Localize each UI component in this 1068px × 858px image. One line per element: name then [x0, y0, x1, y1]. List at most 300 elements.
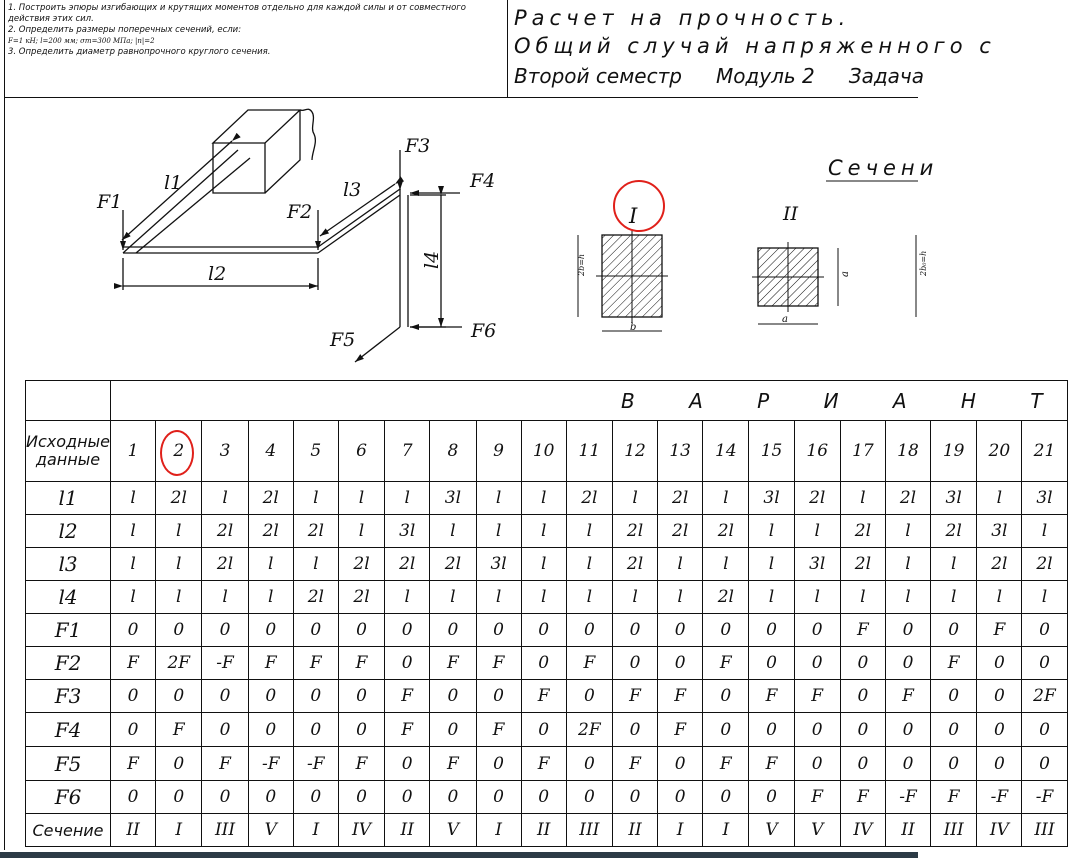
table-cell: -F [885, 781, 930, 814]
table-cell: 0 [840, 713, 885, 747]
table-cell: 0 [338, 680, 384, 713]
variant-number: 4 [248, 421, 293, 482]
section-iii-height-dim: 2b₀=h [919, 250, 928, 276]
table-cell: 0 [840, 747, 885, 781]
table-row [26, 581, 1068, 614]
table-cell: F [794, 680, 840, 713]
table-cell: l [156, 515, 202, 548]
table-cell: l [840, 581, 885, 614]
table-cell: l [385, 482, 430, 515]
table-cell: 0 [293, 680, 338, 713]
variant-number: 16 [794, 421, 840, 482]
table-cell: 2l [338, 548, 384, 581]
table-cell: 0 [202, 713, 248, 747]
table-cell: 0 [338, 781, 384, 814]
table-cell: 2l [703, 515, 749, 548]
table-cell: 0 [156, 614, 202, 647]
table-cell: 0 [885, 614, 930, 647]
table-cell: 0 [430, 680, 476, 713]
table-cell: 0 [338, 614, 384, 647]
row-label: l3 [26, 548, 111, 581]
table-row [26, 548, 1068, 581]
label-f6: F6 [471, 320, 497, 342]
table-cell: 2l [840, 548, 885, 581]
section-cell: III [1022, 814, 1067, 847]
table-cell: l [430, 581, 476, 614]
task-2: 2. Определить размеры поперечных сечений, если: [8, 25, 242, 35]
table-cell: l [840, 482, 885, 515]
section-cell: II [613, 814, 658, 847]
table-cell: 0 [840, 680, 885, 713]
variant-number: 8 [430, 421, 476, 482]
section-ii-height-dim: a [840, 271, 851, 277]
table-cell: 2l [156, 482, 202, 515]
table-cell: F [293, 647, 338, 680]
table-cell: 0 [931, 680, 977, 713]
table-cell: -F [293, 747, 338, 781]
table-cell: 0 [430, 614, 476, 647]
row-label: l4 [26, 581, 111, 614]
table-cell: 0 [749, 647, 794, 680]
section-cell: I [703, 814, 749, 847]
variant-number: 20 [977, 421, 1022, 482]
table-cell: 0 [566, 781, 612, 814]
table-cell: F [931, 647, 977, 680]
table-row [26, 515, 1068, 548]
table-cell: l [931, 581, 977, 614]
table-cell: 3l [931, 482, 977, 515]
section-cell: III [566, 814, 612, 847]
label-f3: F3 [405, 135, 431, 157]
section-i-label: I [629, 204, 638, 228]
table-cell: 2l [658, 482, 703, 515]
table-cell: l [293, 548, 338, 581]
table-cell: 0 [385, 614, 430, 647]
table-cell: 0 [202, 680, 248, 713]
table-cell: 0 [156, 781, 202, 814]
table-cell: 0 [658, 781, 703, 814]
table-cell: 0 [613, 614, 658, 647]
table-cell: 0 [749, 781, 794, 814]
section-i-height-dim: 2b=h [577, 253, 586, 276]
table-cell: 0 [293, 781, 338, 814]
table-cell: l [1022, 515, 1067, 548]
table-cell: l [385, 581, 430, 614]
title-line-1: Расчет на прочность. [514, 6, 851, 30]
table-cell: 2l [885, 482, 930, 515]
table-cell: 0 [476, 781, 521, 814]
table-cell: 0 [385, 647, 430, 680]
label-f2: F2 [287, 201, 313, 223]
label-f4: F4 [470, 170, 496, 192]
table-cell: l [794, 515, 840, 548]
section-i-width-dim: b [630, 322, 637, 333]
table-cell: 2l [703, 581, 749, 614]
section-ii-width-dim: a [782, 314, 788, 325]
table-cell: 0 [931, 713, 977, 747]
table-cell: l [202, 482, 248, 515]
table-row [26, 781, 1068, 814]
table-cell: l [156, 581, 202, 614]
variant-header: В А Р И А Н Т [111, 381, 1068, 421]
variant-number: 17 [840, 421, 885, 482]
table-cell: 3l [476, 548, 521, 581]
variant-number: 21 [1022, 421, 1067, 482]
table-cell: 0 [521, 614, 566, 647]
sections-title: Сечени [828, 156, 939, 180]
table-cell: l [749, 548, 794, 581]
table-cell: 2l [385, 548, 430, 581]
table-cell: F [476, 647, 521, 680]
table-cell: 0 [111, 680, 156, 713]
table-cell: 0 [703, 614, 749, 647]
corner-label: Исходные данные [26, 421, 111, 482]
table-cell: 2l [658, 515, 703, 548]
variant-number: 2 [156, 421, 202, 482]
task-1: 1. Построить эпюры изгибающих и крутящих моментов отдельно для каждой силы и от совместного действия этих сил. [8, 3, 466, 24]
table-cell: 0 [613, 781, 658, 814]
table-cell: 2l [430, 548, 476, 581]
table-cell: 0 [385, 781, 430, 814]
table-cell: F [794, 781, 840, 814]
table-cell: l [476, 482, 521, 515]
table-cell: F [476, 713, 521, 747]
table-cell: F [202, 747, 248, 781]
table-cell: l [658, 548, 703, 581]
table-cell: 3l [385, 515, 430, 548]
annotation-circle-variant-2 [160, 430, 194, 476]
table-cell: l [566, 548, 612, 581]
table-cell: l [566, 581, 612, 614]
table-cell: 2l [293, 515, 338, 548]
table-cell: F [248, 647, 293, 680]
table-cell: F [385, 680, 430, 713]
table-cell: 2l [202, 515, 248, 548]
annotation-circle-section-i [613, 180, 665, 232]
table-cell: l [521, 581, 566, 614]
table-cell: 0 [613, 713, 658, 747]
table-cell: l [703, 548, 749, 581]
variant-number: 7 [385, 421, 430, 482]
table-cell: F [430, 647, 476, 680]
table-cell: F [613, 680, 658, 713]
table-cell: l [476, 515, 521, 548]
table-cell: 0 [248, 614, 293, 647]
row-label: F1 [26, 614, 111, 647]
variant-number: 14 [703, 421, 749, 482]
table-cell: l [1022, 581, 1067, 614]
table-cell: 0 [156, 747, 202, 781]
table-cell: 2l [293, 581, 338, 614]
section-cell: V [794, 814, 840, 847]
table-cell: l [202, 581, 248, 614]
table-cell: 0 [476, 614, 521, 647]
table-cell: 2F [1022, 680, 1067, 713]
variant-number: 12 [613, 421, 658, 482]
table-cell: -F [202, 647, 248, 680]
table-cell: 0 [293, 614, 338, 647]
variant-number: 9 [476, 421, 521, 482]
table-cell: F [566, 647, 612, 680]
table-cell: 0 [430, 713, 476, 747]
table-cell: F [931, 781, 977, 814]
table-cell: 0 [156, 680, 202, 713]
table-cell: 2l [248, 515, 293, 548]
table-cell: 0 [658, 747, 703, 781]
table-cell: l [338, 482, 384, 515]
table-cell: 0 [248, 781, 293, 814]
table-cell: F [156, 713, 202, 747]
table-cell: l [885, 581, 930, 614]
variant-number: 18 [885, 421, 930, 482]
table-cell: l [613, 581, 658, 614]
table-row [26, 614, 1068, 647]
table-row [26, 482, 1068, 515]
label-f5: F5 [330, 329, 356, 351]
variant-number: 5 [293, 421, 338, 482]
table-cell: 2l [613, 515, 658, 548]
table-cell: l [658, 581, 703, 614]
table-cell: 0 [521, 647, 566, 680]
variant-number: 10 [521, 421, 566, 482]
section-cell: III [931, 814, 977, 847]
table-cell: F [111, 647, 156, 680]
table-cell: F [613, 747, 658, 781]
table-cell: 0 [794, 747, 840, 781]
variant-number: 1 [111, 421, 156, 482]
table-cell: 0 [977, 747, 1022, 781]
row-label: l2 [26, 515, 111, 548]
table-cell: 0 [111, 614, 156, 647]
table-cell: l [885, 515, 930, 548]
table-cell: -F [248, 747, 293, 781]
label-l1: l1 [164, 172, 183, 194]
table-cell: 0 [338, 713, 384, 747]
table-cell: l [111, 482, 156, 515]
table-cell: l [248, 548, 293, 581]
table-cell: F [385, 713, 430, 747]
table-cell: l [430, 515, 476, 548]
table-cell: 3l [977, 515, 1022, 548]
table-cell: l [931, 548, 977, 581]
table-cell: 2l [794, 482, 840, 515]
table-cell: l [749, 515, 794, 548]
table-cell: F [521, 680, 566, 713]
section-cell: IV [977, 814, 1022, 847]
table-cell: 0 [293, 713, 338, 747]
table-cell: F [840, 781, 885, 814]
table-cell: F [749, 680, 794, 713]
header-vertical-divider [507, 0, 508, 97]
section-row-label: Сечение [26, 814, 111, 847]
table-cell: 2l [202, 548, 248, 581]
task-3: 3. Определить диаметр равнопрочного круглого сечения. [8, 47, 271, 57]
table-cell: 2F [566, 713, 612, 747]
table-cell: l [338, 515, 384, 548]
table-cell: l [566, 515, 612, 548]
table-cell: -F [1022, 781, 1067, 814]
row-label: F4 [26, 713, 111, 747]
table-cell: 0 [794, 614, 840, 647]
task-notes [8, 3, 503, 58]
section-cell: I [476, 814, 521, 847]
table-cell: 2l [566, 482, 612, 515]
table-cell: 3l [749, 482, 794, 515]
table-cell: 0 [703, 713, 749, 747]
table-cell: F [658, 680, 703, 713]
table-cell: F [338, 747, 384, 781]
module-label: Модуль 2 [715, 64, 815, 88]
section-row [26, 814, 1068, 847]
title-line-3 [514, 64, 958, 88]
table-cell: l [248, 581, 293, 614]
table-cell: 0 [521, 713, 566, 747]
label-f1: F1 [97, 191, 123, 213]
table-cell: l [111, 515, 156, 548]
table-cell: 0 [1022, 647, 1067, 680]
table-cell: 2l [931, 515, 977, 548]
table-cell: 0 [931, 614, 977, 647]
table-cell: F [703, 647, 749, 680]
table-cell: 3l [1022, 482, 1067, 515]
table-cell: 0 [794, 647, 840, 680]
label-l4: l4 [421, 250, 443, 269]
table-cell: 0 [977, 713, 1022, 747]
table-cell: 0 [885, 647, 930, 680]
table-cell: 0 [794, 713, 840, 747]
section-cell: I [293, 814, 338, 847]
table-cell: 0 [1022, 713, 1067, 747]
table-cell: 0 [703, 680, 749, 713]
table-cell: 0 [248, 680, 293, 713]
table-cell: 2l [840, 515, 885, 548]
table-cell: 0 [476, 680, 521, 713]
table-cell: 2l [338, 581, 384, 614]
section-cell: I [658, 814, 703, 847]
task-label: Задача [848, 64, 924, 88]
table-cell: F [338, 647, 384, 680]
table-row [26, 747, 1068, 781]
variant-number: 11 [566, 421, 612, 482]
variant-number: 13 [658, 421, 703, 482]
section-cell: IV [338, 814, 384, 847]
table-cell: l [977, 581, 1022, 614]
table-cell: 0 [202, 781, 248, 814]
row-label: F5 [26, 747, 111, 781]
table-cell: F [703, 747, 749, 781]
table-cell: 0 [111, 781, 156, 814]
variant-number: 15 [749, 421, 794, 482]
table-cell: l [613, 482, 658, 515]
section-cell: II [521, 814, 566, 847]
table-cell: 2F [156, 647, 202, 680]
table-cell: 0 [885, 713, 930, 747]
table-cell: 0 [521, 781, 566, 814]
table-cell: l [156, 548, 202, 581]
variant-number: 19 [931, 421, 977, 482]
table-cell: 0 [566, 747, 612, 781]
table-cell: l [703, 482, 749, 515]
table-cell: l [111, 581, 156, 614]
table-cell: 0 [703, 781, 749, 814]
section-cell: IV [840, 814, 885, 847]
table-cell: 2l [977, 548, 1022, 581]
table-cell: F [885, 680, 930, 713]
section-cell: V [430, 814, 476, 847]
table-cell: F [521, 747, 566, 781]
table-cell: 0 [385, 747, 430, 781]
table-cell: l [111, 548, 156, 581]
table-cell: 2l [1022, 548, 1067, 581]
table-cell: 0 [749, 614, 794, 647]
label-l2: l2 [208, 263, 227, 285]
table-cell: l [476, 581, 521, 614]
section-cell: II [885, 814, 930, 847]
table-cell: F [111, 747, 156, 781]
label-l3: l3 [343, 179, 362, 201]
row-label: l1 [26, 482, 111, 515]
table-row [26, 647, 1068, 680]
variant-number: 6 [338, 421, 384, 482]
table-cell: l [293, 482, 338, 515]
semester-label: Второй семестр [514, 64, 682, 88]
table-cell: 0 [613, 647, 658, 680]
table-cell: l [885, 548, 930, 581]
table-cell: 0 [566, 614, 612, 647]
table-row [26, 680, 1068, 713]
section-cell: III [202, 814, 248, 847]
given-values: F=1 кН; l=200 мм; σт=300 МПа; |n|=2 [8, 37, 155, 45]
table-cell: l [794, 581, 840, 614]
table-cell: 0 [658, 614, 703, 647]
table-cell: 0 [202, 614, 248, 647]
section-cell: I [156, 814, 202, 847]
table-cell: 0 [1022, 747, 1067, 781]
frame-scheme-drawing [0, 98, 939, 380]
table-cell: 0 [111, 713, 156, 747]
table-cell: 0 [931, 747, 977, 781]
row-label: F6 [26, 781, 111, 814]
table-cell: l [977, 482, 1022, 515]
table-cell: 0 [885, 747, 930, 781]
table-cell: 0 [977, 680, 1022, 713]
table-cell: 0 [658, 647, 703, 680]
table-cell: 2l [613, 548, 658, 581]
taskbar-strip [0, 852, 918, 858]
table-cell: 0 [977, 647, 1022, 680]
row-label: F3 [26, 680, 111, 713]
table-cell: 0 [248, 713, 293, 747]
table-cell: F [977, 614, 1022, 647]
section-cell: V [749, 814, 794, 847]
table-cell: l [749, 581, 794, 614]
table-cell: 0 [476, 747, 521, 781]
table-cell: -F [977, 781, 1022, 814]
row-label: F2 [26, 647, 111, 680]
table-cell: 0 [430, 781, 476, 814]
table-cell: l [521, 482, 566, 515]
title-line-2: Общий случай напряженного с [514, 34, 996, 58]
table-cell: F [840, 614, 885, 647]
section-cell: II [111, 814, 156, 847]
table-cell: F [749, 747, 794, 781]
table-row [26, 713, 1068, 747]
section-cell: V [248, 814, 293, 847]
table-cell: 0 [840, 647, 885, 680]
table-cell: F [658, 713, 703, 747]
table-cell: 0 [749, 713, 794, 747]
table-cell: 0 [566, 680, 612, 713]
